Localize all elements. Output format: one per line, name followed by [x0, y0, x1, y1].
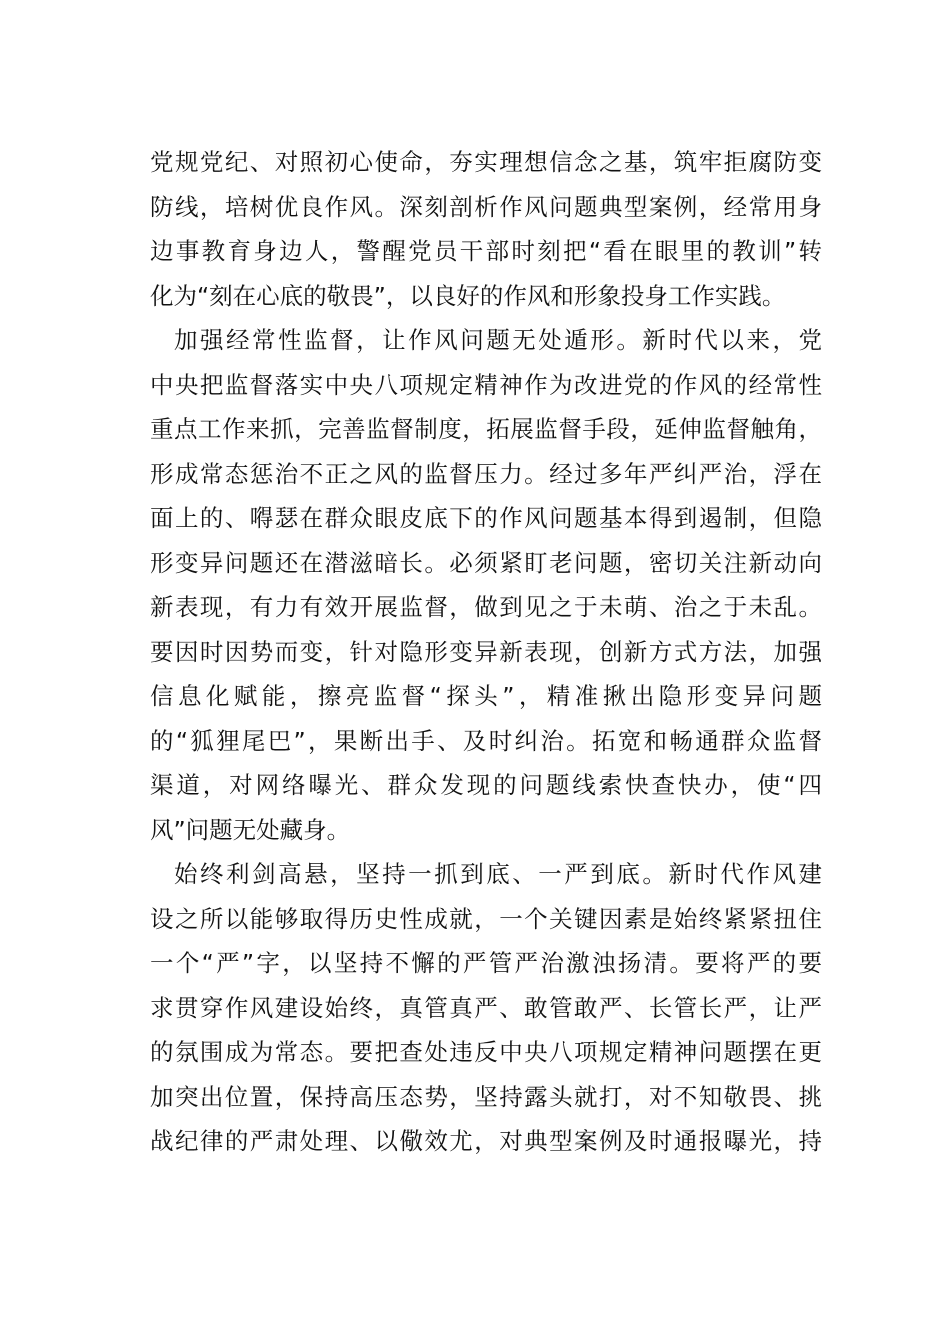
text-line: 设之所以能够取得历史性成就，一个关键因素是始终紧紧扭住: [150, 904, 822, 933]
text-line: 党规党纪、对照初心使命，夯实理想信念之基，筑牢拒腐防变: [150, 148, 822, 176]
text-line: 化为“刻在心底的敬畏”，以良好的作风和形象投身工作实践。: [150, 281, 786, 310]
text-line: 重点工作来抓，完善监督制度，拓展监督手段，延伸监督触角，: [150, 415, 822, 443]
text-line: 加突出位置，保持高压态势，坚持露头就打，对不知敬畏、挑: [150, 1082, 822, 1111]
text-line: 信息化赋能，擦亮监督“探头”，精准揪出隐形变异问题: [150, 682, 822, 710]
text-line: 渠道，对网络曝光、群众发现的问题线索快查快办，使“四: [150, 771, 822, 799]
text-line: 防线，培树优良作风。深刻剖析作风问题典型案例，经常用身: [150, 192, 822, 221]
text-line: 战纪律的严肃处理、以儆效尤，对典型案例及时通报曝光，持: [150, 1127, 822, 1155]
paragraph-3: [150, 852, 822, 1164]
document-page: [150, 140, 822, 1164]
text-line: 一个“严”字，以坚持不懈的严管严治激浊扬清。要将严的要: [150, 949, 822, 977]
text-line: 形变异问题还在潜滋暗长。必须紧盯老问题，密切关注新动向: [150, 548, 822, 577]
paragraph-2: [150, 318, 822, 852]
text-line: 的“狐狸尾巴”，果断出手、及时纠治。拓宽和畅通群众监督: [150, 726, 822, 755]
text-line: 面上的、嘚瑟在群众眼皮底下的作风问题基本得到遏制，但隐: [150, 504, 822, 532]
text-line: 要因时因势而变，针对隐形变异新表现，创新方式方法，加强: [150, 637, 822, 666]
text-line: 形成常态惩治不正之风的监督压力。经过多年严纠严治，浮在: [150, 459, 822, 488]
text-line: 加强经常性监督，让作风问题无处遁形。新时代以来，党: [174, 326, 822, 354]
text-line: 中央把监督落实中央八项规定精神作为改进党的作风的经常性: [150, 370, 822, 399]
paragraph-1: [150, 140, 822, 318]
text-line: 的氛围成为常态。要把查处违反中央八项规定精神问题摆在更: [150, 1038, 822, 1066]
text-line: 边事教育身边人，警醒党员干部时刻把“看在眼里的教训”转: [150, 237, 822, 265]
text-line: 始终利剑高悬，坚持一抓到底、一严到底。新时代作风建: [174, 860, 822, 888]
text-line: 新表现，有力有效开展监督，做到见之于未萌、治之于未乱。: [150, 593, 822, 621]
text-line: 风”问题无处藏身。: [150, 815, 351, 844]
text-line: 求贯穿作风建设始终，真管真严、敢管敢严、长管长严，让严: [150, 993, 822, 1022]
